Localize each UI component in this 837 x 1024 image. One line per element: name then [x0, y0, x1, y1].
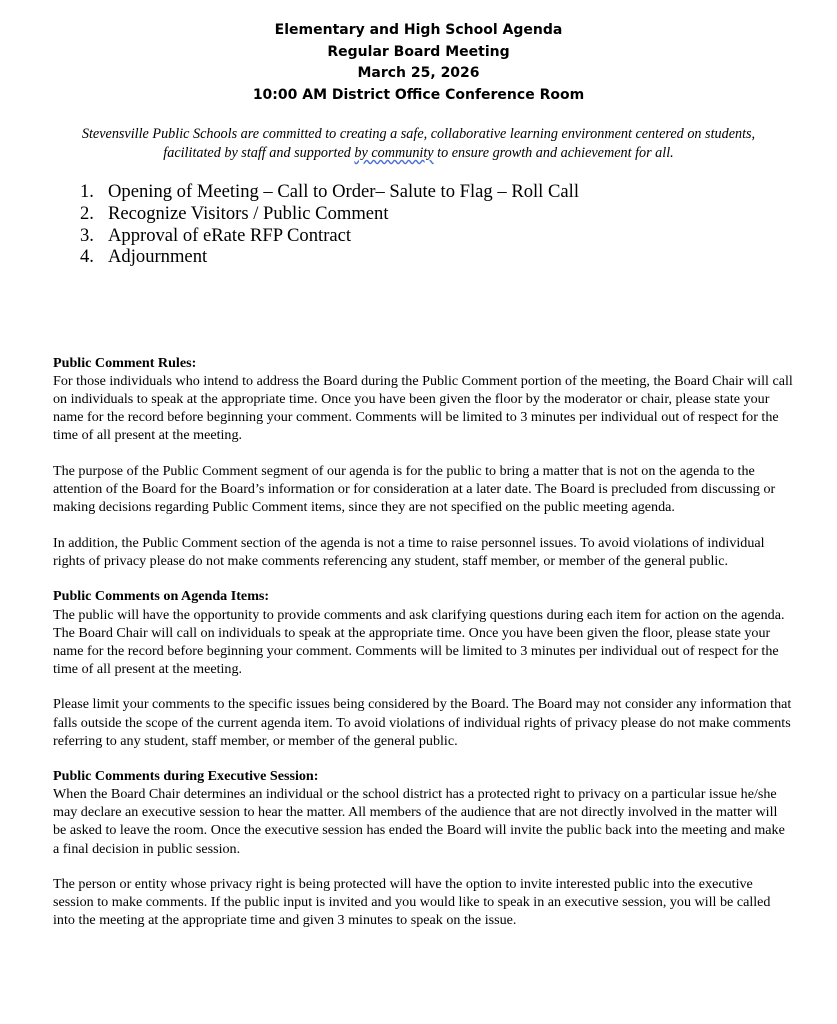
section-title-executive-session: Public Comments during Executive Session: — [53, 768, 319, 785]
header-date: March 25, 2026 — [357, 65, 480, 81]
mission-statement — [60, 125, 777, 163]
agenda-item — [80, 203, 579, 225]
agenda-item-number: 2. — [80, 202, 94, 224]
agenda-item-number: 1. — [80, 181, 94, 202]
section-title-public-comment-rules: Public Comment Rules: — [53, 355, 197, 371]
agenda-header — [0, 20, 837, 106]
paragraph: The person or entity whose privacy right is being protected will have the option to invite interested public into the executive session to make comments. If the public input is invited and you would like to speak in an executive session, you will be called into the meeting at the appropriate time and given 3 minutes to speak on the issue. — [53, 876, 771, 929]
mission-text-after: to ensure growth and achievement for all. — [433, 145, 674, 161]
header-meeting-type: Regular Board Meeting — [327, 43, 510, 60]
agenda-item — [80, 246, 579, 268]
agenda-item-label: Adjournment — [108, 246, 208, 268]
mission-text-underlined: by community — [354, 145, 434, 161]
agenda-item — [80, 181, 579, 203]
mission-text-before: Stevensville Public Schools are committed to creating a safe, collaborative learning environment centered on students, facilitated by staff and supported — [81, 126, 756, 161]
paragraph: The purpose of the Public Comment segment of our agenda is for the public to bring a matter that is not on the agenda to the attention of the Board for the Board’s information or for consideration at a later date. The Board is precluded from discussing or making decisions regarding Public Comment items, since they are not specified on the public meeting agenda. — [53, 462, 776, 516]
agenda-item-number: 3. — [80, 224, 94, 246]
agenda-item-label: Recognize Visitors / Public Comment — [108, 202, 389, 224]
public-comment-rules — [53, 354, 793, 947]
agenda-item-label: Approval of eRate RFP Contract — [108, 224, 352, 246]
paragraph: The public will have the opportunity to provide comments and ask clarifying questions during each item for action on the agenda. The Board Chair will call on individuals to speak at the appropriate time. Once you have been given the floor, please state your name for the record before beginning your comment. Comments will be limited to 3 minutes per individual out of respect for the time of all present at the meeting. — [53, 606, 785, 677]
agenda-item-number: 4. — [80, 246, 94, 268]
header-time-location: 10:00 AM District Office Conference Room — [252, 86, 585, 103]
section-title-agenda-items: Public Comments on Agenda Items: — [53, 588, 270, 605]
agenda-item-label: Opening of Meeting – Call to Order– Salute to Flag – Roll Call — [108, 181, 579, 202]
paragraph: For those individuals who intend to address the Board during the Public Comment portion of the meeting, the Board Chair will call on individuals to speak at the appropriate time. Once you have been given the floor by the moderator or chair, please state your name for the record before beginning your comment. Comments will be limited to 3 minutes per individual out of respect for the time of all present at the meeting. — [53, 373, 793, 444]
paragraph: In addition, the Public Comment section of the agenda is not a time to raise personnel issues. To avoid violations of individual rights of privacy please do not make comments referencing any student, staff member, or member of the general public. — [53, 534, 765, 569]
agenda-list — [80, 181, 579, 268]
paragraph: When the Board Chair determines an individual or the school district has a protected right to privacy on a particular issue he/she may declare an executive session to hear the matter. All members of the audience that are not directly involved in the matter will be asked to leave the room. Once the executive session has ended the Board will invite the public back into the meeting and make a final decision in public session. — [53, 786, 785, 857]
paragraph: Please limit your comments to the specific issues being considered by the Board. The Board may not consider any information that falls outside the scope of the current agenda item. To avoid violations of individual rights of privacy please do not make comments referring to any student, staff member, or member of the general public. — [53, 696, 792, 749]
agenda-item — [80, 225, 579, 247]
header-title: Elementary and High School Agenda — [274, 22, 563, 38]
